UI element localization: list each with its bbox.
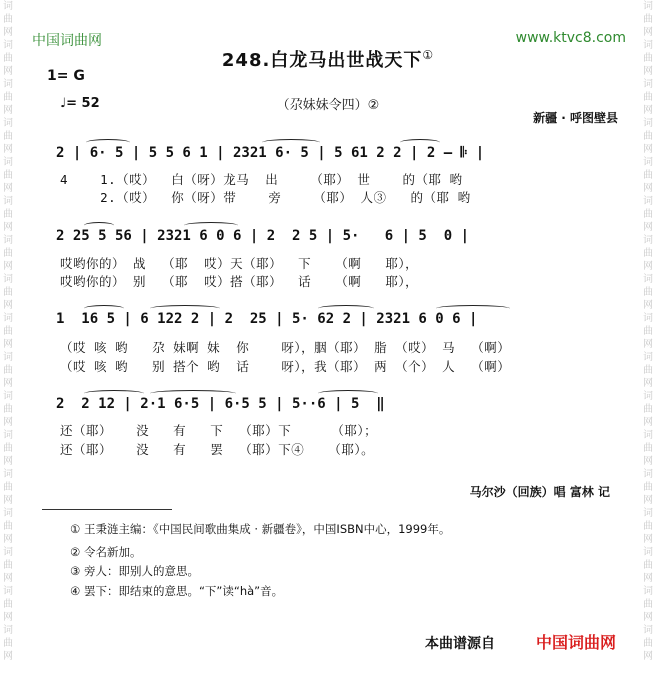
footnote-2: ② 令名新加。 xyxy=(70,545,142,559)
watermark-char: 网 xyxy=(643,612,653,623)
watermark-char: 词 xyxy=(3,79,13,90)
watermark-char: 网 xyxy=(3,456,13,467)
watermark-char: 曲 xyxy=(3,521,13,532)
watermark-char: 词 xyxy=(3,118,13,129)
watermark-char: 词 xyxy=(643,547,653,558)
tempo-marking: ♩= 52 xyxy=(60,96,100,111)
slur-mark xyxy=(318,305,374,312)
song-title xyxy=(0,46,656,72)
slur-mark xyxy=(184,222,238,229)
score-lyrics-3a: （哎 咳 哟 尕 妹啊 妹 你 呀），胭（耶） 脂 （哎） 马 （啊） xyxy=(60,340,511,355)
watermark-char: 曲 xyxy=(3,638,13,649)
watermark-char: 曲 xyxy=(3,482,13,493)
score-lyrics-1b: 2.（哎） 你（呀）带 旁 （耶） 人③ 的（耶 哟 xyxy=(60,190,471,205)
watermark-char: 网 xyxy=(3,183,13,194)
watermark-char: 词 xyxy=(643,586,653,597)
slur-mark xyxy=(318,390,378,397)
key-signature: 1= G xyxy=(47,68,85,84)
watermark-char: 网 xyxy=(3,417,13,428)
watermark-char: 词 xyxy=(3,352,13,363)
watermark-char: 网 xyxy=(643,651,653,662)
watermark-char: 网 xyxy=(643,261,653,272)
watermark-char: 曲 xyxy=(643,92,653,103)
watermark-char: 曲 xyxy=(643,170,653,181)
watermark-char: 网 xyxy=(3,300,13,311)
watermark-char: 曲 xyxy=(3,131,13,142)
watermark-char: 词 xyxy=(643,469,653,480)
watermark-char: 曲 xyxy=(3,170,13,181)
watermark-char: 曲 xyxy=(3,404,13,415)
watermark-char: 网 xyxy=(3,495,13,506)
watermark-char: 网 xyxy=(643,495,653,506)
title-footnote: ① xyxy=(422,48,435,62)
watermark-char: 词 xyxy=(643,391,653,402)
source-label: 本曲谱源自 xyxy=(425,636,495,652)
watermark-char: 词 xyxy=(643,625,653,636)
slur-mark xyxy=(400,139,440,146)
watermark-char: 曲 xyxy=(643,53,653,64)
footnote-1: ① 王秉涟主编：《中国民间歌曲集成 · 新疆卷》，中国ISBN中心，1999年。 xyxy=(70,522,451,536)
watermark-char: 网 xyxy=(643,222,653,233)
watermark-char: 曲 xyxy=(643,521,653,532)
watermark-char: 网 xyxy=(643,105,653,116)
watermark-char: 曲 xyxy=(3,287,13,298)
watermark-char: 曲 xyxy=(3,599,13,610)
watermark-char: 曲 xyxy=(3,53,13,64)
watermark-char: 网 xyxy=(643,300,653,311)
score-notes-1: 2 | 6· 5 | 5 5 6 1 | 2321 6· 5 | 5 61 2 2 | 2 — 𝄆 | xyxy=(56,145,485,161)
watermark-char: 词 xyxy=(3,196,13,207)
watermark-char: 词 xyxy=(3,40,13,51)
score-notes-4: 2 2 12 | 2·1 6·5 | 6·5 5 | 5··6 | 5 ‖ xyxy=(56,396,385,412)
watermark-char: 曲 xyxy=(643,638,653,649)
watermark-char: 网 xyxy=(3,651,13,662)
watermark-char: 网 xyxy=(3,534,13,545)
score-notes-2: 2 25 5 56 | 2321 6 0 6 | 2 2 5 | 5· 6 | 5 0 | xyxy=(56,228,470,244)
watermark-char: 词 xyxy=(3,391,13,402)
watermark-char: 词 xyxy=(3,235,13,246)
watermark-char: 曲 xyxy=(643,326,653,337)
watermark-char: 词 xyxy=(3,430,13,441)
footnote-divider xyxy=(42,509,172,510)
watermark-char: 曲 xyxy=(643,443,653,454)
slur-mark xyxy=(262,139,320,146)
watermark-char: 网 xyxy=(3,66,13,77)
watermark-char: 网 xyxy=(643,66,653,77)
performer-credit: 马尔沙（回族）唱 富林 记 xyxy=(469,485,610,499)
watermark-char: 曲 xyxy=(643,560,653,571)
watermark-char: 网 xyxy=(643,144,653,155)
watermark-char: 网 xyxy=(3,105,13,116)
watermark-char: 网 xyxy=(643,27,653,38)
watermark-char: 曲 xyxy=(643,248,653,259)
watermark-char: 词 xyxy=(3,508,13,519)
watermark-char: 网 xyxy=(643,339,653,350)
watermark-char: 网 xyxy=(3,339,13,350)
watermark-char: 曲 xyxy=(643,14,653,25)
watermark-char: 曲 xyxy=(3,92,13,103)
watermark-char: 网 xyxy=(3,573,13,584)
title-text: 248.白龙马出世战天下 xyxy=(221,50,423,71)
watermark-char: 词 xyxy=(643,118,653,129)
score-lyrics-4a: 还（耶） 没 有 下 （耶）下 （耶）； xyxy=(60,423,378,438)
footnote-4: ④ 罢下：即结束的意思。“下”读“hà”音。 xyxy=(70,584,284,598)
watermark-char: 曲 xyxy=(643,365,653,376)
slur-mark xyxy=(84,390,144,397)
slur-mark xyxy=(436,305,510,312)
watermark-char: 词 xyxy=(3,157,13,168)
watermark-char: 网 xyxy=(643,456,653,467)
score-notes-3: 1 16 5 | 6 122 2 | 2 25 | 5· 62 2 | 2321 6 0 6 | xyxy=(56,311,478,327)
watermark-char: 曲 xyxy=(643,287,653,298)
slur-mark xyxy=(150,390,236,397)
watermark-char: 词 xyxy=(643,196,653,207)
source-site[interactable]: 中国词曲网 xyxy=(536,633,617,652)
song-region: 新疆 · 呼图壁县 xyxy=(533,111,618,125)
score-lyrics-4b: 还（耶） 没 有 罢 （耶）下④ （耶）。 xyxy=(60,442,375,457)
footnote-3: ③ 旁人：即别人的意思。 xyxy=(70,564,199,578)
watermark-char: 词 xyxy=(3,469,13,480)
watermark-char: 词 xyxy=(643,235,653,246)
watermark-char: 网 xyxy=(643,417,653,428)
watermark-char: 曲 xyxy=(643,599,653,610)
watermark-char: 词 xyxy=(3,625,13,636)
watermark-char: 词 xyxy=(3,547,13,558)
watermark-char: 网 xyxy=(643,183,653,194)
slur-mark xyxy=(86,139,130,146)
score-lyrics-2a: 哎哟你的） 战 （耶 哎）天（耶） 下 （啊 耶）， xyxy=(60,256,419,271)
watermark-char: 曲 xyxy=(3,560,13,571)
watermark-char: 词 xyxy=(3,313,13,324)
watermark-char: 曲 xyxy=(643,404,653,415)
watermark-char: 词 xyxy=(643,430,653,441)
watermark-char: 词 xyxy=(3,274,13,285)
watermark-char: 词 xyxy=(643,274,653,285)
watermark-char: 网 xyxy=(3,27,13,38)
watermark-char: 词 xyxy=(643,313,653,324)
watermark-char: 词 xyxy=(643,157,653,168)
watermark-char: 网 xyxy=(3,144,13,155)
score-lyrics-3b: （哎 咳 哟 别 搭个 哟 话 呀），我（耶） 两 （个） 人 （啊） xyxy=(60,359,511,374)
watermark-char: 词 xyxy=(643,352,653,363)
watermark-char: 网 xyxy=(643,378,653,389)
watermark-char: 曲 xyxy=(3,248,13,259)
watermark-char: 曲 xyxy=(643,209,653,220)
watermark-char: 曲 xyxy=(643,482,653,493)
watermark-char: 词 xyxy=(643,508,653,519)
watermark-char: 词 xyxy=(643,1,653,12)
slur-mark xyxy=(150,305,220,312)
watermark-char: 网 xyxy=(3,378,13,389)
watermark-char: 网 xyxy=(3,612,13,623)
site-name[interactable]: 中国词曲网 xyxy=(32,33,102,49)
watermark-char: 网 xyxy=(3,222,13,233)
watermark-char: 词 xyxy=(643,40,653,51)
watermark-char: 曲 xyxy=(3,326,13,337)
watermark-char: 网 xyxy=(3,261,13,272)
score-lyrics-2b: 哎哟你的） 别 （耶 哎）搭（耶） 话 （啊 耶）， xyxy=(60,274,419,289)
watermark-char: 词 xyxy=(3,586,13,597)
watermark-char: 曲 xyxy=(643,131,653,142)
watermark-char: 曲 xyxy=(3,14,13,25)
song-subtitle: （尕妹妹令四）② xyxy=(276,98,380,113)
watermark-char: 曲 xyxy=(3,209,13,220)
watermark-char: 词 xyxy=(643,79,653,90)
score-lyrics-1a: 4 1.（哎） 白（呀）龙马 出 （耶） 世 的（耶 哟 xyxy=(60,172,463,187)
watermark-char: 曲 xyxy=(3,365,13,376)
site-url[interactable]: www.ktvc8.com xyxy=(515,30,626,46)
slur-mark xyxy=(84,305,124,312)
watermark-char: 网 xyxy=(643,534,653,545)
slur-mark xyxy=(84,222,114,229)
watermark-char: 曲 xyxy=(3,443,13,454)
watermark-char: 网 xyxy=(643,573,653,584)
watermark-char: 词 xyxy=(3,1,13,12)
